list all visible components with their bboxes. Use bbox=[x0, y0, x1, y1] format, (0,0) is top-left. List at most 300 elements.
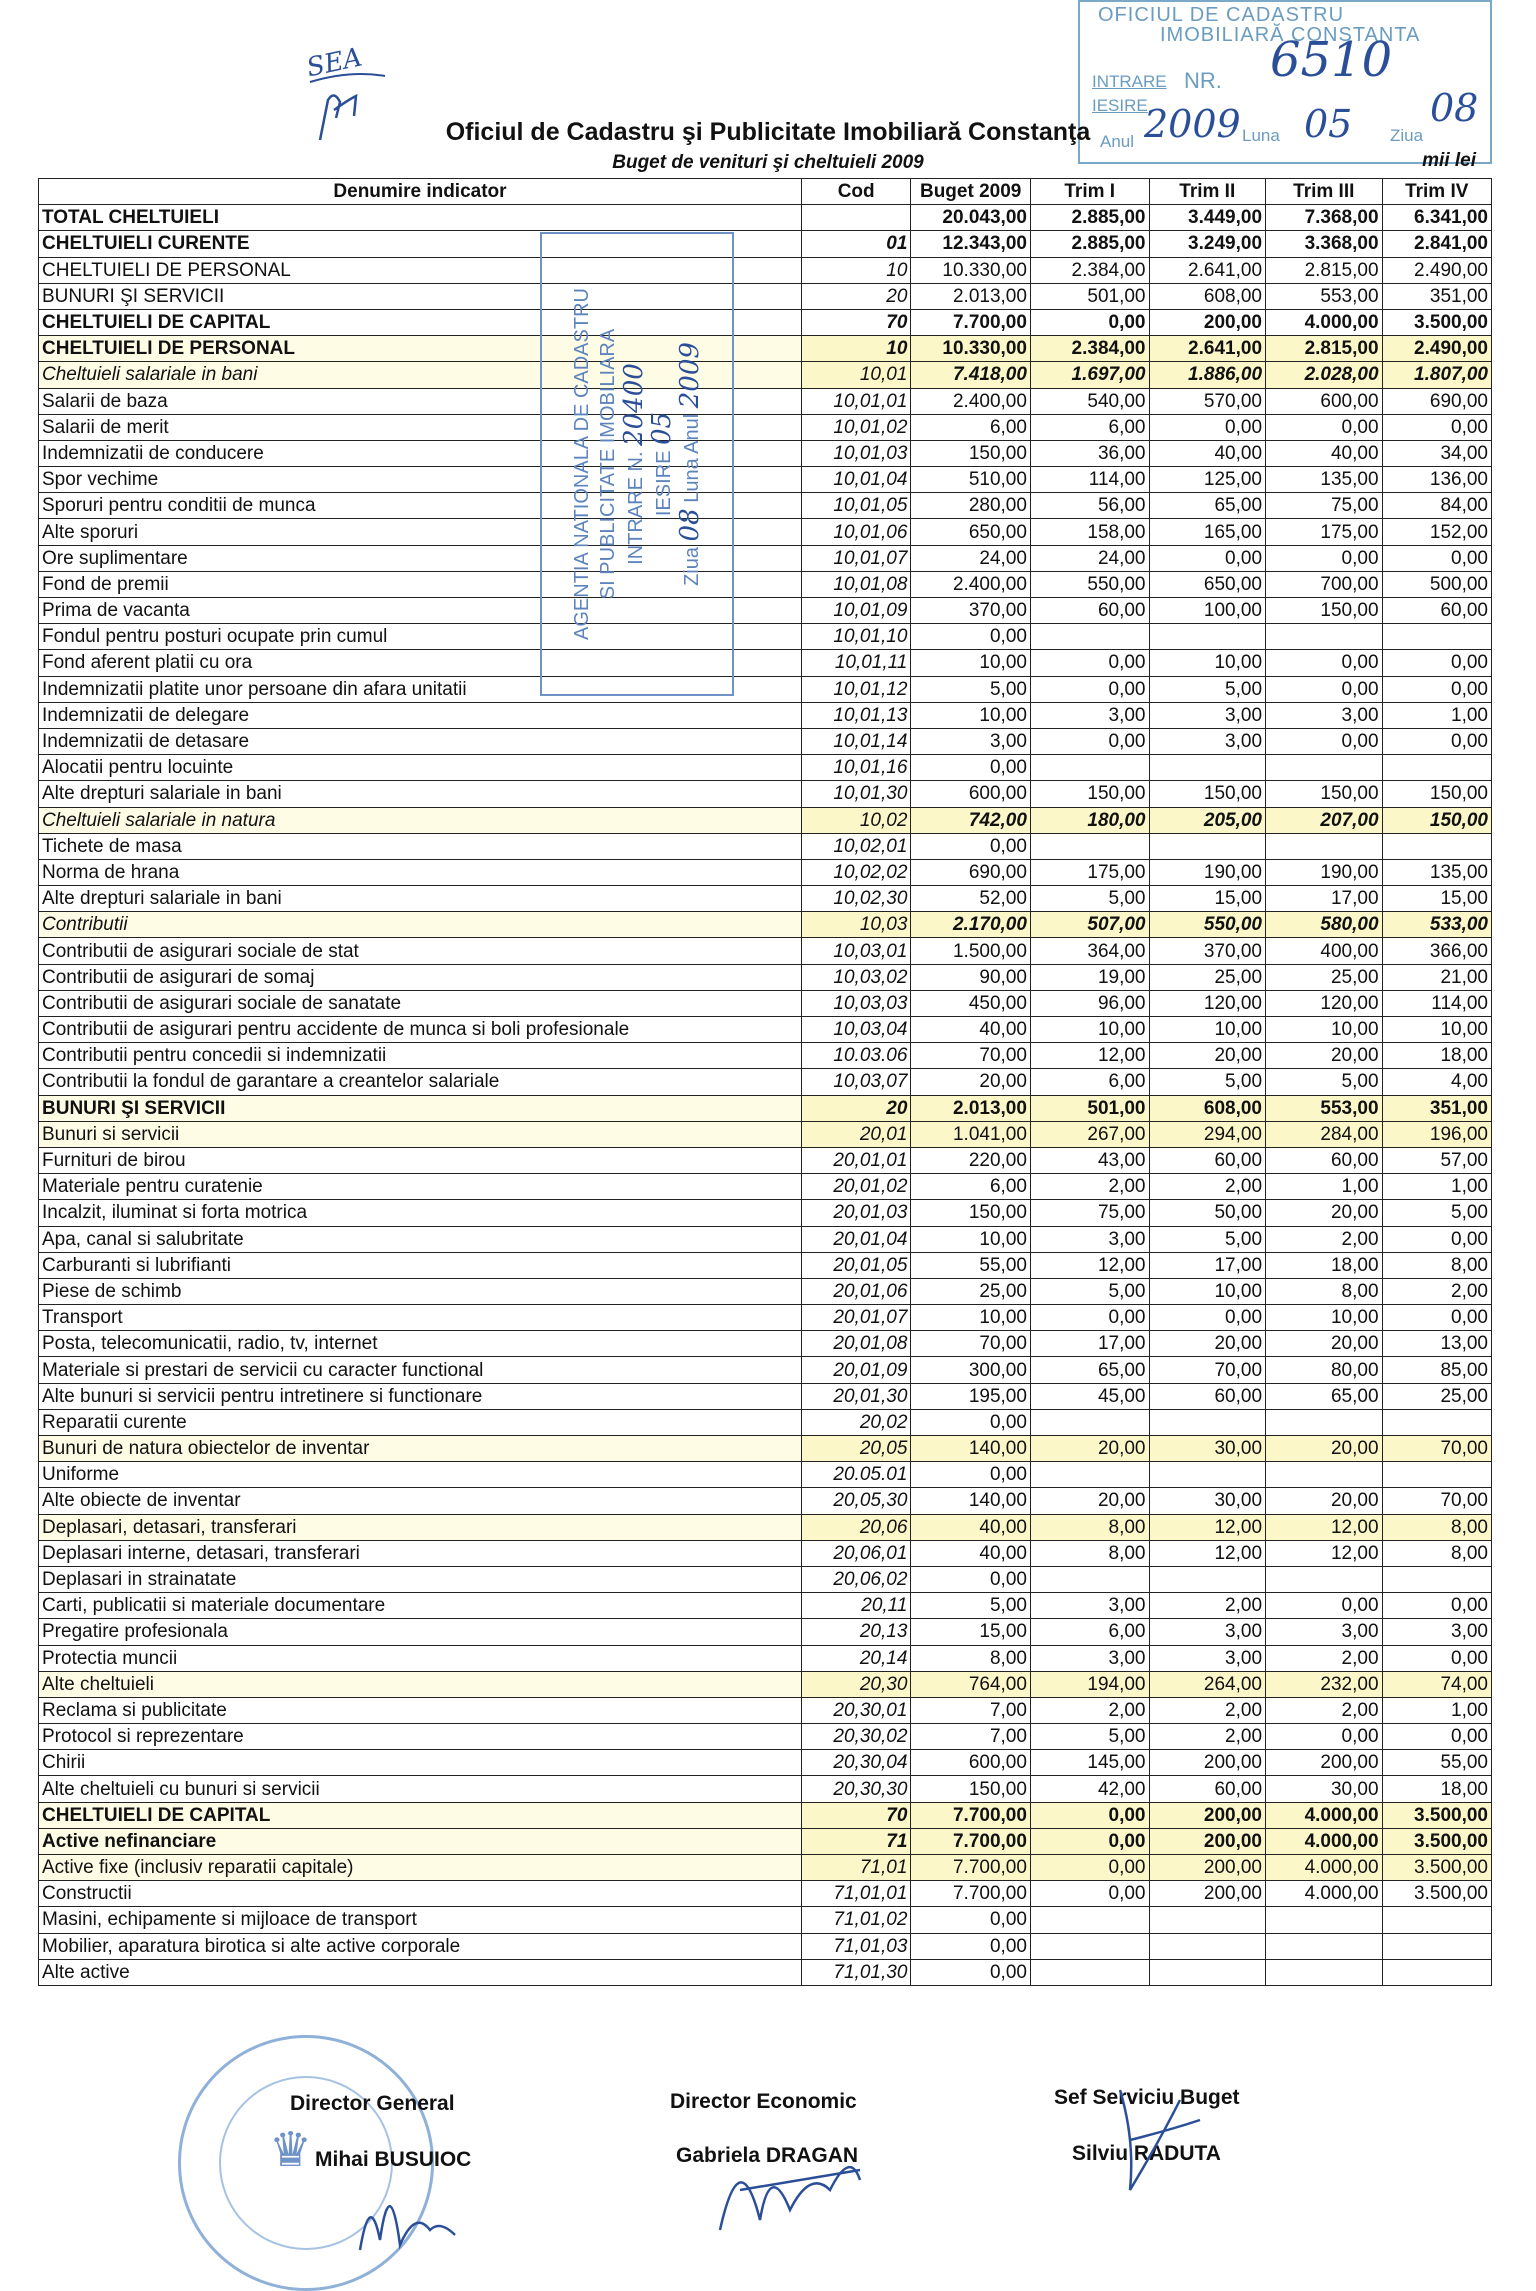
row-trim3: 150,00 bbox=[1266, 781, 1383, 807]
row-trim4: 55,00 bbox=[1382, 1750, 1491, 1776]
row-trim2: 650,00 bbox=[1149, 571, 1266, 597]
row-cod: 20.05.01 bbox=[801, 1462, 910, 1488]
row-trim2: 2,00 bbox=[1149, 1593, 1266, 1619]
table-row bbox=[39, 1514, 1492, 1540]
row-trim3: 20,00 bbox=[1266, 1436, 1383, 1462]
row-trim4: 74,00 bbox=[1382, 1671, 1491, 1697]
row-trim1: 96,00 bbox=[1030, 990, 1149, 1016]
row-cod: 10,01,05 bbox=[801, 493, 910, 519]
vstamp-luna-label: Luna bbox=[681, 458, 703, 503]
row-trim3: 4.000,00 bbox=[1266, 1855, 1383, 1881]
row-buget: 10.330,00 bbox=[911, 257, 1031, 283]
table-row bbox=[39, 1488, 1492, 1514]
row-buget: 0,00 bbox=[911, 1462, 1031, 1488]
row-trim2: 2,00 bbox=[1149, 1174, 1266, 1200]
row-trim3 bbox=[1266, 1462, 1383, 1488]
row-name: CHELTUIELI DE PERSONAL bbox=[39, 336, 802, 362]
row-cod: 20,11 bbox=[801, 1593, 910, 1619]
row-cod: 10 bbox=[801, 257, 910, 283]
row-trim3: 3.368,00 bbox=[1266, 231, 1383, 257]
row-buget: 150,00 bbox=[911, 1776, 1031, 1802]
row-buget: 6,00 bbox=[911, 414, 1031, 440]
row-buget: 220,00 bbox=[911, 1147, 1031, 1173]
row-name: CHELTUIELI CURENTE bbox=[39, 231, 802, 257]
table-row bbox=[39, 728, 1492, 754]
row-trim3: 25,00 bbox=[1266, 964, 1383, 990]
row-buget: 370,00 bbox=[911, 598, 1031, 624]
row-buget: 10,00 bbox=[911, 702, 1031, 728]
row-trim3: 2,00 bbox=[1266, 1697, 1383, 1723]
row-trim1: 150,00 bbox=[1030, 781, 1149, 807]
row-trim3: 10,00 bbox=[1266, 1017, 1383, 1043]
row-buget: 7.700,00 bbox=[911, 1855, 1031, 1881]
row-trim2: 200,00 bbox=[1149, 1828, 1266, 1854]
sig2-name: Gabriela DRAGAN bbox=[676, 2144, 859, 2167]
row-trim1: 56,00 bbox=[1030, 493, 1149, 519]
row-name: Alte obiecte de inventar bbox=[39, 1488, 802, 1514]
row-name: Alte cheltuieli cu bunuri si servicii bbox=[39, 1776, 802, 1802]
row-trim1: 42,00 bbox=[1030, 1776, 1149, 1802]
table-row bbox=[39, 1593, 1492, 1619]
row-trim4: 57,00 bbox=[1382, 1147, 1491, 1173]
row-trim2: 10,00 bbox=[1149, 1017, 1266, 1043]
row-trim1: 5,00 bbox=[1030, 1724, 1149, 1750]
row-trim1 bbox=[1030, 755, 1149, 781]
row-trim2: 5,00 bbox=[1149, 676, 1266, 702]
row-cod: 10,02,02 bbox=[801, 859, 910, 885]
row-name: Constructii bbox=[39, 1881, 802, 1907]
row-name: Indemnizatii de detasare bbox=[39, 728, 802, 754]
row-buget: 2.013,00 bbox=[911, 283, 1031, 309]
table-row bbox=[39, 990, 1492, 1016]
row-trim2: 17,00 bbox=[1149, 1252, 1266, 1278]
row-trim1: 2,00 bbox=[1030, 1697, 1149, 1723]
row-trim1: 12,00 bbox=[1030, 1252, 1149, 1278]
table-row bbox=[39, 414, 1492, 440]
table-row bbox=[39, 1252, 1492, 1278]
row-trim3 bbox=[1266, 755, 1383, 781]
table-row bbox=[39, 650, 1492, 676]
vstamp-line2: SI PUBLICITATE IMOBILIARA bbox=[597, 328, 619, 600]
row-trim2: 264,00 bbox=[1149, 1671, 1266, 1697]
row-trim3: 4.000,00 bbox=[1266, 1802, 1383, 1828]
row-cod: 20,05,30 bbox=[801, 1488, 910, 1514]
signature-director-economic-icon bbox=[700, 2120, 880, 2250]
row-cod: 20,02 bbox=[801, 1409, 910, 1435]
row-trim2 bbox=[1149, 755, 1266, 781]
row-trim3: 0,00 bbox=[1266, 545, 1383, 571]
row-trim4: 690,00 bbox=[1382, 388, 1491, 414]
row-name: Fond aferent platii cu ora bbox=[39, 650, 802, 676]
row-cod: 71 bbox=[801, 1828, 910, 1854]
row-trim2: 190,00 bbox=[1149, 859, 1266, 885]
row-cod: 10,01,13 bbox=[801, 702, 910, 728]
table-row bbox=[39, 886, 1492, 912]
row-trim2: 5,00 bbox=[1149, 1226, 1266, 1252]
table-row bbox=[39, 859, 1492, 885]
row-trim1: 0,00 bbox=[1030, 1881, 1149, 1907]
row-name: Alte bunuri si servicii pentru intretinere si functionare bbox=[39, 1383, 802, 1409]
row-cod: 20,30,01 bbox=[801, 1697, 910, 1723]
row-trim2: 205,00 bbox=[1149, 807, 1266, 833]
row-trim3: 175,00 bbox=[1266, 519, 1383, 545]
table-row bbox=[39, 1121, 1492, 1147]
row-name: Mobilier, aparatura birotica si alte active corporale bbox=[39, 1933, 802, 1959]
table-row bbox=[39, 467, 1492, 493]
document-title: Oficiul de Cadastru şi Publicitate Imobiliară Constanţa bbox=[445, 118, 1091, 146]
row-trim1: 12,00 bbox=[1030, 1043, 1149, 1069]
row-buget: 0,00 bbox=[911, 1907, 1031, 1933]
row-name: Contributii pentru concedii si indemnizatii bbox=[39, 1043, 802, 1069]
table-row bbox=[39, 440, 1492, 466]
row-buget: 600,00 bbox=[911, 781, 1031, 807]
row-buget: 12.343,00 bbox=[911, 231, 1031, 257]
row-name: Indemnizatii platite unor persoane din afara unitatii bbox=[39, 676, 802, 702]
budget-table bbox=[38, 178, 1492, 1986]
row-trim3: 2.815,00 bbox=[1266, 257, 1383, 283]
row-trim3: 4.000,00 bbox=[1266, 1881, 1383, 1907]
row-trim3: 553,00 bbox=[1266, 1095, 1383, 1121]
row-trim3: 20,00 bbox=[1266, 1200, 1383, 1226]
table-row bbox=[39, 833, 1492, 859]
row-trim2: 15,00 bbox=[1149, 886, 1266, 912]
row-trim3: 150,00 bbox=[1266, 598, 1383, 624]
table-row bbox=[39, 1881, 1492, 1907]
row-trim4: 4,00 bbox=[1382, 1069, 1491, 1095]
row-buget: 0,00 bbox=[911, 1933, 1031, 1959]
row-buget: 7.418,00 bbox=[911, 362, 1031, 388]
row-trim4: 196,00 bbox=[1382, 1121, 1491, 1147]
table-row bbox=[39, 571, 1492, 597]
row-buget: 10,00 bbox=[911, 650, 1031, 676]
row-name: Posta, telecomunicatii, radio, tv, internet bbox=[39, 1331, 802, 1357]
row-name: Pregatire profesionala bbox=[39, 1619, 802, 1645]
row-name: Bunuri si servicii bbox=[39, 1121, 802, 1147]
row-trim2: 5,00 bbox=[1149, 1069, 1266, 1095]
row-trim1: 1.697,00 bbox=[1030, 362, 1149, 388]
row-trim2: 608,00 bbox=[1149, 283, 1266, 309]
row-cod: 20 bbox=[801, 283, 910, 309]
row-cod: 20,13 bbox=[801, 1619, 910, 1645]
row-cod: 10,01,07 bbox=[801, 545, 910, 571]
table-row bbox=[39, 1069, 1492, 1095]
signature-sef-serviciu-icon bbox=[1100, 2080, 1220, 2200]
row-trim1 bbox=[1030, 1409, 1149, 1435]
vstamp-intrare-label: INTRARE bbox=[625, 477, 647, 565]
row-trim1: 3,00 bbox=[1030, 1645, 1149, 1671]
row-trim2: 3.249,00 bbox=[1149, 231, 1266, 257]
sig2-role: Director Economic bbox=[670, 2090, 857, 2113]
row-cod: 70 bbox=[801, 1802, 910, 1828]
row-cod: 20,14 bbox=[801, 1645, 910, 1671]
row-trim1: 2.384,00 bbox=[1030, 257, 1149, 283]
row-cod: 20,01,04 bbox=[801, 1226, 910, 1252]
row-trim2: 570,00 bbox=[1149, 388, 1266, 414]
row-trim4 bbox=[1382, 1959, 1491, 1985]
row-trim4: 8,00 bbox=[1382, 1252, 1491, 1278]
row-trim4: 500,00 bbox=[1382, 571, 1491, 597]
row-trim2: 10,00 bbox=[1149, 1278, 1266, 1304]
row-name: Carburanti si lubrifianti bbox=[39, 1252, 802, 1278]
row-trim4 bbox=[1382, 833, 1491, 859]
row-trim2: 50,00 bbox=[1149, 1200, 1266, 1226]
row-trim1: 5,00 bbox=[1030, 1278, 1149, 1304]
row-name: Sporuri pentru conditii de munca bbox=[39, 493, 802, 519]
column-header-trim3: Trim III bbox=[1266, 179, 1383, 205]
row-name: Reclama si publicitate bbox=[39, 1697, 802, 1723]
row-trim1 bbox=[1030, 624, 1149, 650]
row-trim2: 65,00 bbox=[1149, 493, 1266, 519]
row-cod: 10,01,10 bbox=[801, 624, 910, 650]
row-name: Cheltuieli salariale in natura bbox=[39, 807, 802, 833]
row-name: BUNURI ŞI SERVICII bbox=[39, 1095, 802, 1121]
row-trim4: 2.490,00 bbox=[1382, 257, 1491, 283]
row-trim2: 550,00 bbox=[1149, 912, 1266, 938]
row-cod: 10,01,12 bbox=[801, 676, 910, 702]
row-buget: 280,00 bbox=[911, 493, 1031, 519]
row-trim1: 180,00 bbox=[1030, 807, 1149, 833]
row-trim4: 18,00 bbox=[1382, 1776, 1491, 1802]
row-name: Alte drepturi salariale in bani bbox=[39, 781, 802, 807]
row-name: CHELTUIELI DE CAPITAL bbox=[39, 309, 802, 335]
row-trim4: 533,00 bbox=[1382, 912, 1491, 938]
row-cod: 10,01,02 bbox=[801, 414, 910, 440]
row-trim3: 30,00 bbox=[1266, 1776, 1383, 1802]
row-trim1: 3,00 bbox=[1030, 702, 1149, 728]
stamp-org-line1: OFICIUL DE CADASTRU bbox=[1098, 4, 1345, 26]
vstamp-ziua-label: Ziua bbox=[681, 547, 703, 586]
vstamp-nr-value: 20400 bbox=[619, 363, 649, 446]
row-cod: 20,30 bbox=[801, 1671, 910, 1697]
row-name: Incalzit, iluminat si forta motrica bbox=[39, 1200, 802, 1226]
table-row bbox=[39, 781, 1492, 807]
row-trim3 bbox=[1266, 1409, 1383, 1435]
row-buget: 5,00 bbox=[911, 676, 1031, 702]
document-subtitle: Buget de venituri şi cheltuieli 2009 bbox=[612, 152, 924, 173]
row-name: Fond de premii bbox=[39, 571, 802, 597]
row-cod: 71,01,30 bbox=[801, 1959, 910, 1985]
row-buget: 2.400,00 bbox=[911, 388, 1031, 414]
row-trim3: 232,00 bbox=[1266, 1671, 1383, 1697]
table-row bbox=[39, 1855, 1492, 1881]
row-trim1 bbox=[1030, 1959, 1149, 1985]
row-trim3: 2.028,00 bbox=[1266, 362, 1383, 388]
row-trim4: 84,00 bbox=[1382, 493, 1491, 519]
row-buget: 764,00 bbox=[911, 1671, 1031, 1697]
row-cod: 10,03,01 bbox=[801, 938, 910, 964]
row-buget: 0,00 bbox=[911, 1409, 1031, 1435]
row-trim3 bbox=[1266, 1566, 1383, 1592]
row-trim2: 2.641,00 bbox=[1149, 257, 1266, 283]
row-buget: 510,00 bbox=[911, 467, 1031, 493]
row-cod: 10,02 bbox=[801, 807, 910, 833]
column-header-trim2: Trim II bbox=[1149, 179, 1266, 205]
row-trim1 bbox=[1030, 1566, 1149, 1592]
row-cod: 10,03,02 bbox=[801, 964, 910, 990]
row-trim4: 34,00 bbox=[1382, 440, 1491, 466]
row-trim1: 145,00 bbox=[1030, 1750, 1149, 1776]
row-trim4: 366,00 bbox=[1382, 938, 1491, 964]
row-buget: 40,00 bbox=[911, 1514, 1031, 1540]
row-trim1: 5,00 bbox=[1030, 886, 1149, 912]
row-trim4: 0,00 bbox=[1382, 650, 1491, 676]
row-buget: 2.170,00 bbox=[911, 912, 1031, 938]
row-name: TOTAL CHELTUIELI bbox=[39, 205, 802, 231]
row-name: Protectia muncii bbox=[39, 1645, 802, 1671]
row-trim2: 125,00 bbox=[1149, 467, 1266, 493]
row-cod: 20,30,04 bbox=[801, 1750, 910, 1776]
row-buget: 0,00 bbox=[911, 1566, 1031, 1592]
column-header-cod: Cod bbox=[801, 179, 910, 205]
row-cod: 10,03 bbox=[801, 912, 910, 938]
row-trim3 bbox=[1266, 833, 1383, 859]
row-trim4: 60,00 bbox=[1382, 598, 1491, 624]
table-row bbox=[39, 1802, 1492, 1828]
table-row bbox=[39, 1409, 1492, 1435]
row-trim3: 700,00 bbox=[1266, 571, 1383, 597]
row-cod: 20 bbox=[801, 1095, 910, 1121]
table-row bbox=[39, 1462, 1492, 1488]
table-header-row bbox=[39, 179, 1492, 205]
row-name: Active nefinanciare bbox=[39, 1828, 802, 1854]
row-trim1: 0,00 bbox=[1030, 676, 1149, 702]
table-row bbox=[39, 1907, 1492, 1933]
row-buget: 7.700,00 bbox=[911, 309, 1031, 335]
row-trim4: 351,00 bbox=[1382, 283, 1491, 309]
row-trim3: 2,00 bbox=[1266, 1645, 1383, 1671]
row-trim2: 200,00 bbox=[1149, 1855, 1266, 1881]
row-cod: 20,01 bbox=[801, 1121, 910, 1147]
row-cod: 10,03,07 bbox=[801, 1069, 910, 1095]
table-row bbox=[39, 1357, 1492, 1383]
stamp-anul-label: Anul bbox=[1100, 132, 1135, 151]
row-buget: 7.700,00 bbox=[911, 1828, 1031, 1854]
row-trim1: 2.885,00 bbox=[1030, 205, 1149, 231]
row-trim1: 267,00 bbox=[1030, 1121, 1149, 1147]
row-trim2: 40,00 bbox=[1149, 440, 1266, 466]
row-name: Indemnizatii de delegare bbox=[39, 702, 802, 728]
row-buget: 150,00 bbox=[911, 1200, 1031, 1226]
row-trim4: 3,00 bbox=[1382, 1619, 1491, 1645]
table-row bbox=[39, 1095, 1492, 1121]
row-trim2: 200,00 bbox=[1149, 1881, 1266, 1907]
row-trim1: 364,00 bbox=[1030, 938, 1149, 964]
row-trim1: 3,00 bbox=[1030, 1226, 1149, 1252]
row-trim2: 12,00 bbox=[1149, 1540, 1266, 1566]
row-buget: 3,00 bbox=[911, 728, 1031, 754]
row-trim3 bbox=[1266, 1933, 1383, 1959]
table-row bbox=[39, 964, 1492, 990]
row-trim1: 0,00 bbox=[1030, 1828, 1149, 1854]
row-buget: 0,00 bbox=[911, 1959, 1031, 1985]
row-cod: 71,01,02 bbox=[801, 1907, 910, 1933]
row-trim3: 135,00 bbox=[1266, 467, 1383, 493]
row-name: Alte active bbox=[39, 1959, 802, 1985]
row-trim4: 2.490,00 bbox=[1382, 336, 1491, 362]
row-trim3: 18,00 bbox=[1266, 1252, 1383, 1278]
column-header-buget: Buget 2009 bbox=[911, 179, 1031, 205]
table-row bbox=[39, 1540, 1492, 1566]
row-name: Salarii de merit bbox=[39, 414, 802, 440]
row-name: Deplasari interne, detasari, transferari bbox=[39, 1540, 802, 1566]
row-trim3: 1,00 bbox=[1266, 1174, 1383, 1200]
row-cod: 71,01,01 bbox=[801, 1881, 910, 1907]
row-trim1: 175,00 bbox=[1030, 859, 1149, 885]
row-trim1: 8,00 bbox=[1030, 1540, 1149, 1566]
row-trim3: 2,00 bbox=[1266, 1226, 1383, 1252]
table-row bbox=[39, 1724, 1492, 1750]
row-buget: 1.500,00 bbox=[911, 938, 1031, 964]
row-buget: 40,00 bbox=[911, 1540, 1031, 1566]
stamp-luna-value: 05 bbox=[1304, 102, 1353, 146]
row-cod bbox=[801, 205, 910, 231]
row-cod: 10,01,14 bbox=[801, 728, 910, 754]
row-trim2: 0,00 bbox=[1149, 1305, 1266, 1331]
row-name: Contributii de asigurari sociale de stat bbox=[39, 938, 802, 964]
row-buget: 6,00 bbox=[911, 1174, 1031, 1200]
row-buget: 7,00 bbox=[911, 1697, 1031, 1723]
row-buget: 7.700,00 bbox=[911, 1881, 1031, 1907]
row-trim3: 0,00 bbox=[1266, 1724, 1383, 1750]
row-name: Protocol si reprezentare bbox=[39, 1724, 802, 1750]
row-trim4: 3.500,00 bbox=[1382, 309, 1491, 335]
row-cod: 20,01,30 bbox=[801, 1383, 910, 1409]
row-trim2: 2.641,00 bbox=[1149, 336, 1266, 362]
row-name: Cheltuieli salariale in bani bbox=[39, 362, 802, 388]
row-trim3: 20,00 bbox=[1266, 1331, 1383, 1357]
row-trim4: 8,00 bbox=[1382, 1514, 1491, 1540]
row-cod: 71,01,03 bbox=[801, 1933, 910, 1959]
row-buget: 40,00 bbox=[911, 1017, 1031, 1043]
table-row bbox=[39, 336, 1492, 362]
table-row bbox=[39, 519, 1492, 545]
row-name: Tichete de masa bbox=[39, 833, 802, 859]
row-buget: 140,00 bbox=[911, 1436, 1031, 1462]
row-trim4 bbox=[1382, 755, 1491, 781]
row-name: Masini, echipamente si mijloace de transport bbox=[39, 1907, 802, 1933]
row-trim3 bbox=[1266, 1959, 1383, 1985]
row-trim3: 284,00 bbox=[1266, 1121, 1383, 1147]
row-trim4: 3.500,00 bbox=[1382, 1802, 1491, 1828]
row-name: Uniforme bbox=[39, 1462, 802, 1488]
row-buget: 300,00 bbox=[911, 1357, 1031, 1383]
table-row bbox=[39, 545, 1492, 571]
row-trim1: 114,00 bbox=[1030, 467, 1149, 493]
row-buget: 10,00 bbox=[911, 1305, 1031, 1331]
row-trim4: 15,00 bbox=[1382, 886, 1491, 912]
row-buget: 15,00 bbox=[911, 1619, 1031, 1645]
row-trim2: 20,00 bbox=[1149, 1043, 1266, 1069]
row-trim3: 200,00 bbox=[1266, 1750, 1383, 1776]
table-row bbox=[39, 1933, 1492, 1959]
row-name: Alte sporuri bbox=[39, 519, 802, 545]
row-cod: 10,01,06 bbox=[801, 519, 910, 545]
row-trim1: 17,00 bbox=[1030, 1331, 1149, 1357]
row-trim4: 25,00 bbox=[1382, 1383, 1491, 1409]
stamp-anul-value: 2009 bbox=[1144, 102, 1241, 146]
row-trim1 bbox=[1030, 1907, 1149, 1933]
row-trim3 bbox=[1266, 624, 1383, 650]
row-name: Contributii de asigurari de somaj bbox=[39, 964, 802, 990]
row-trim4: 13,00 bbox=[1382, 1331, 1491, 1357]
row-trim1: 6,00 bbox=[1030, 1069, 1149, 1095]
row-cod: 70 bbox=[801, 309, 910, 335]
row-name: Salarii de baza bbox=[39, 388, 802, 414]
coat-of-arms-icon: ♛ bbox=[269, 2124, 313, 2177]
row-buget: 90,00 bbox=[911, 964, 1031, 990]
row-cod: 10,01,30 bbox=[801, 781, 910, 807]
table-row bbox=[39, 1566, 1492, 1592]
